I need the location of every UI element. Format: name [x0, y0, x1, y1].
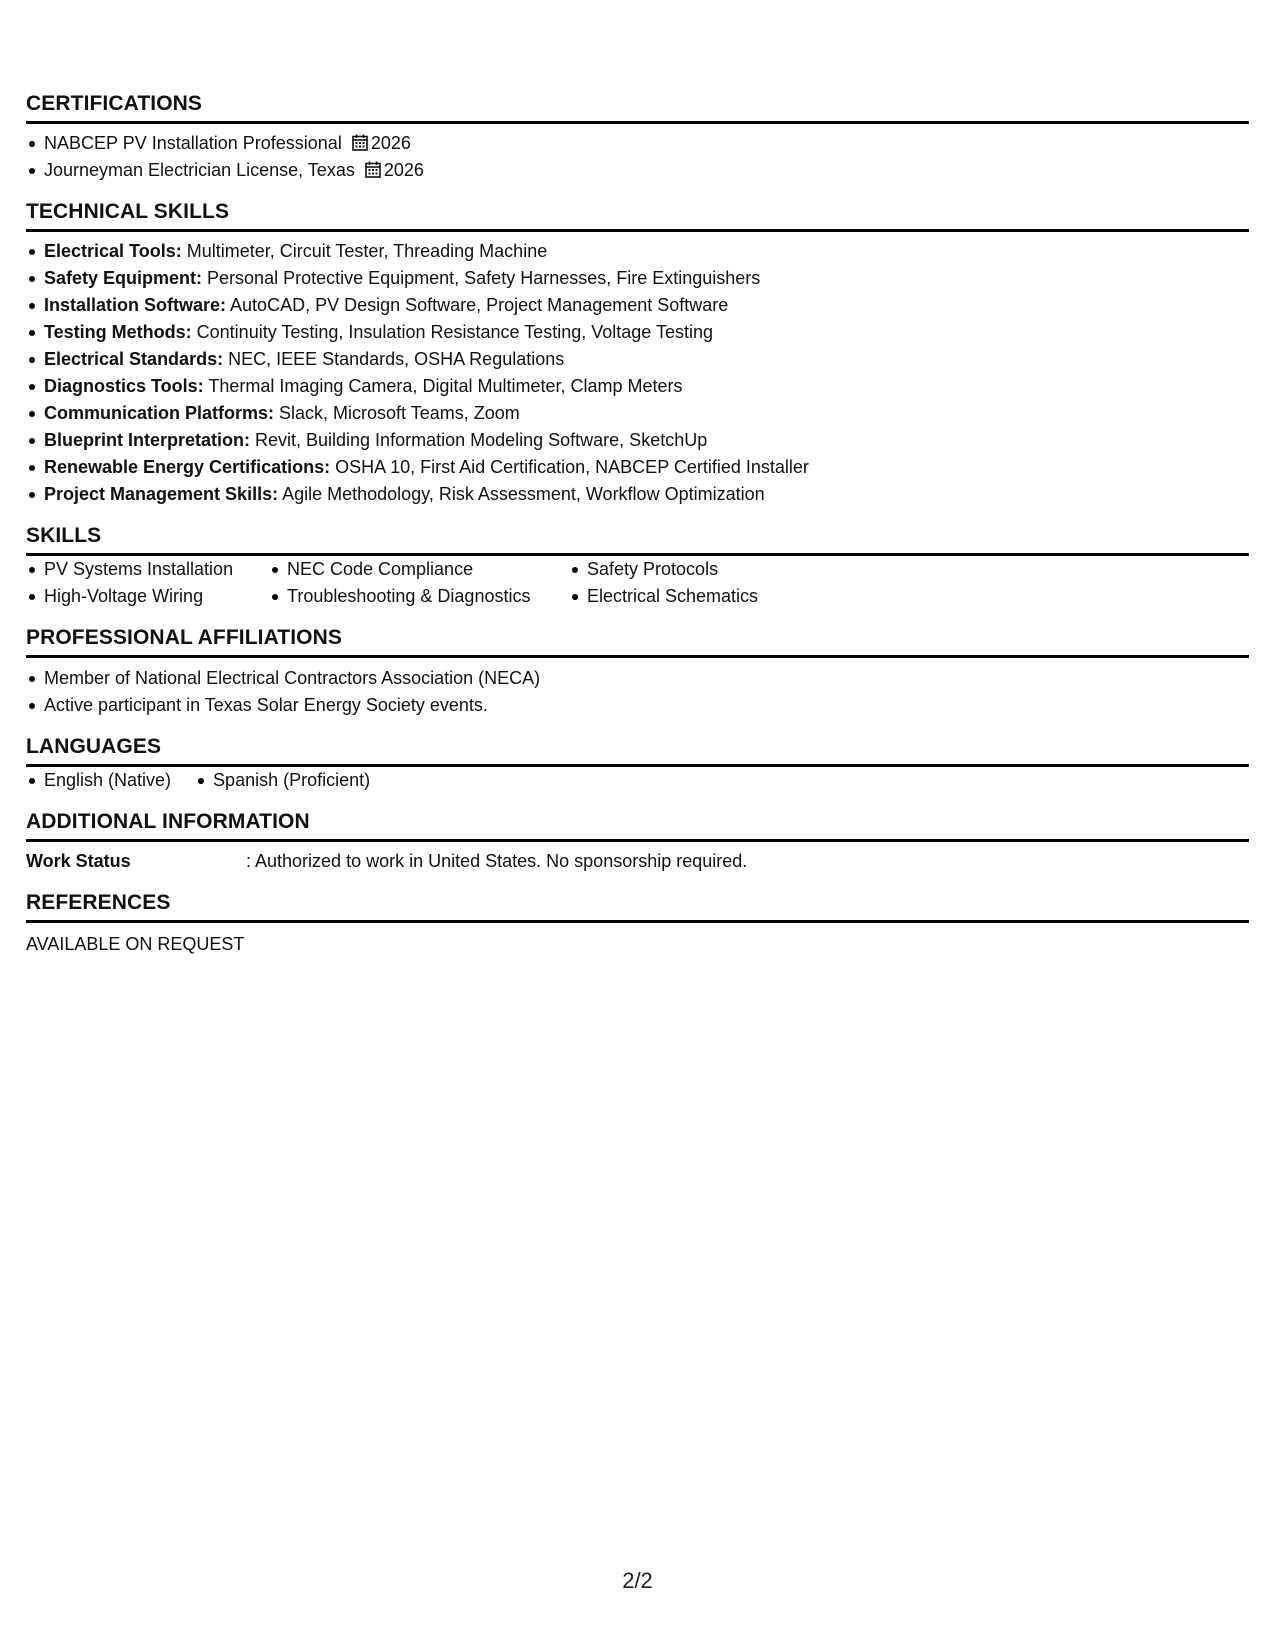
skill-values: Agile Methodology, Risk Assessment, Workflow Optimization	[278, 484, 765, 504]
skills-list	[26, 556, 1249, 610]
affiliation-item: Member of National Electrical Contractors Association (NECA)	[26, 665, 1249, 692]
technical-skill-item	[26, 373, 1249, 400]
work-status-value: : Authorized to work in United States. No sponsorship required.	[246, 851, 748, 871]
skill-item: NEC Code Compliance	[269, 556, 569, 583]
skill-category: Installation Software:	[44, 295, 227, 315]
language-item: English (Native)	[26, 767, 171, 794]
certifications-heading: CERTIFICATIONS	[26, 92, 1249, 124]
skill-values: Revit, Building Information Modeling Software, SketchUp	[250, 430, 708, 450]
skill-item: Troubleshooting & Diagnostics	[269, 583, 569, 610]
skill-values: Slack, Microsoft Teams, Zoom	[274, 403, 520, 423]
references-heading: REFERENCES	[26, 891, 1249, 923]
affiliations-heading: PROFESSIONAL AFFILIATIONS	[26, 626, 1249, 658]
calendar-icon	[365, 161, 381, 178]
skill-category: Electrical Standards:	[44, 349, 224, 369]
calendar-icon	[352, 134, 368, 151]
certification-item	[26, 130, 1249, 157]
languages-section	[26, 735, 1249, 794]
skill-values: Thermal Imaging Camera, Digital Multimeter, Clamp Meters	[203, 376, 683, 396]
languages-heading: LANGUAGES	[26, 735, 1249, 767]
skill-category: Communication Platforms:	[44, 403, 275, 423]
affiliations-section	[26, 626, 1249, 719]
technical-skill-item	[26, 427, 1249, 454]
technical-skills-section	[26, 200, 1249, 508]
skill-category: Diagnostics Tools:	[44, 376, 204, 396]
technical-skill-item	[26, 454, 1249, 481]
additional-info-section	[26, 810, 1249, 875]
affiliation-item: Active participant in Texas Solar Energy Society events.	[26, 692, 1249, 719]
skill-category: Electrical Tools:	[44, 241, 182, 261]
languages-list	[26, 767, 1249, 794]
certification-item	[26, 157, 1249, 184]
skill-category: Blueprint Interpretation:	[44, 430, 250, 450]
affiliations-list	[26, 665, 1249, 719]
technical-skill-item	[26, 238, 1249, 265]
references-section	[26, 891, 1249, 958]
certification-year: 2026	[370, 133, 411, 153]
references-text: AVAILABLE ON REQUEST	[26, 934, 245, 954]
skill-item: PV Systems Installation	[26, 556, 269, 583]
work-status-label: Work Status	[26, 851, 131, 871]
work-status-row	[26, 848, 1249, 875]
technical-skills-list	[26, 238, 1249, 508]
technical-skill-item	[26, 265, 1249, 292]
skill-values: NEC, IEEE Standards, OSHA Regulations	[223, 349, 565, 369]
technical-skill-item	[26, 346, 1249, 373]
language-item: Spanish (Proficient)	[195, 767, 370, 794]
skill-values: Multimeter, Circuit Tester, Threading Machine	[181, 241, 548, 261]
skill-category: Renewable Energy Certifications:	[44, 457, 331, 477]
skills-heading: SKILLS	[26, 524, 1249, 556]
skill-item: Safety Protocols	[569, 556, 829, 583]
technical-skill-item	[26, 400, 1249, 427]
technical-skills-heading: TECHNICAL SKILLS	[26, 200, 1249, 232]
certifications-list	[26, 130, 1249, 184]
skill-item: High-Voltage Wiring	[26, 583, 269, 610]
technical-skill-item	[26, 319, 1249, 346]
resume-page	[26, 0, 1249, 958]
technical-skill-item	[26, 292, 1249, 319]
skill-category: Safety Equipment:	[44, 268, 203, 288]
skill-item: Electrical Schematics	[569, 583, 829, 610]
skill-category: Testing Methods:	[44, 322, 192, 342]
certification-year: 2026	[383, 160, 424, 180]
certifications-section	[26, 92, 1249, 184]
skill-values: Continuity Testing, Insulation Resistance Testing, Voltage Testing	[191, 322, 713, 342]
skill-values: AutoCAD, PV Design Software, Project Management Software	[226, 295, 729, 315]
skills-section	[26, 524, 1249, 610]
page-number: 2/2	[622, 1568, 653, 1593]
certification-name: Journeyman Electrician License, Texas	[44, 160, 355, 180]
certification-name: NABCEP PV Installation Professional	[44, 133, 342, 153]
skill-category: Project Management Skills:	[44, 484, 279, 504]
additional-info-heading: ADDITIONAL INFORMATION	[26, 810, 1249, 842]
skill-values: Personal Protective Equipment, Safety Harnesses, Fire Extinguishers	[202, 268, 761, 288]
skill-values: OSHA 10, First Aid Certification, NABCEP Certified Installer	[330, 457, 809, 477]
technical-skill-item	[26, 481, 1249, 508]
